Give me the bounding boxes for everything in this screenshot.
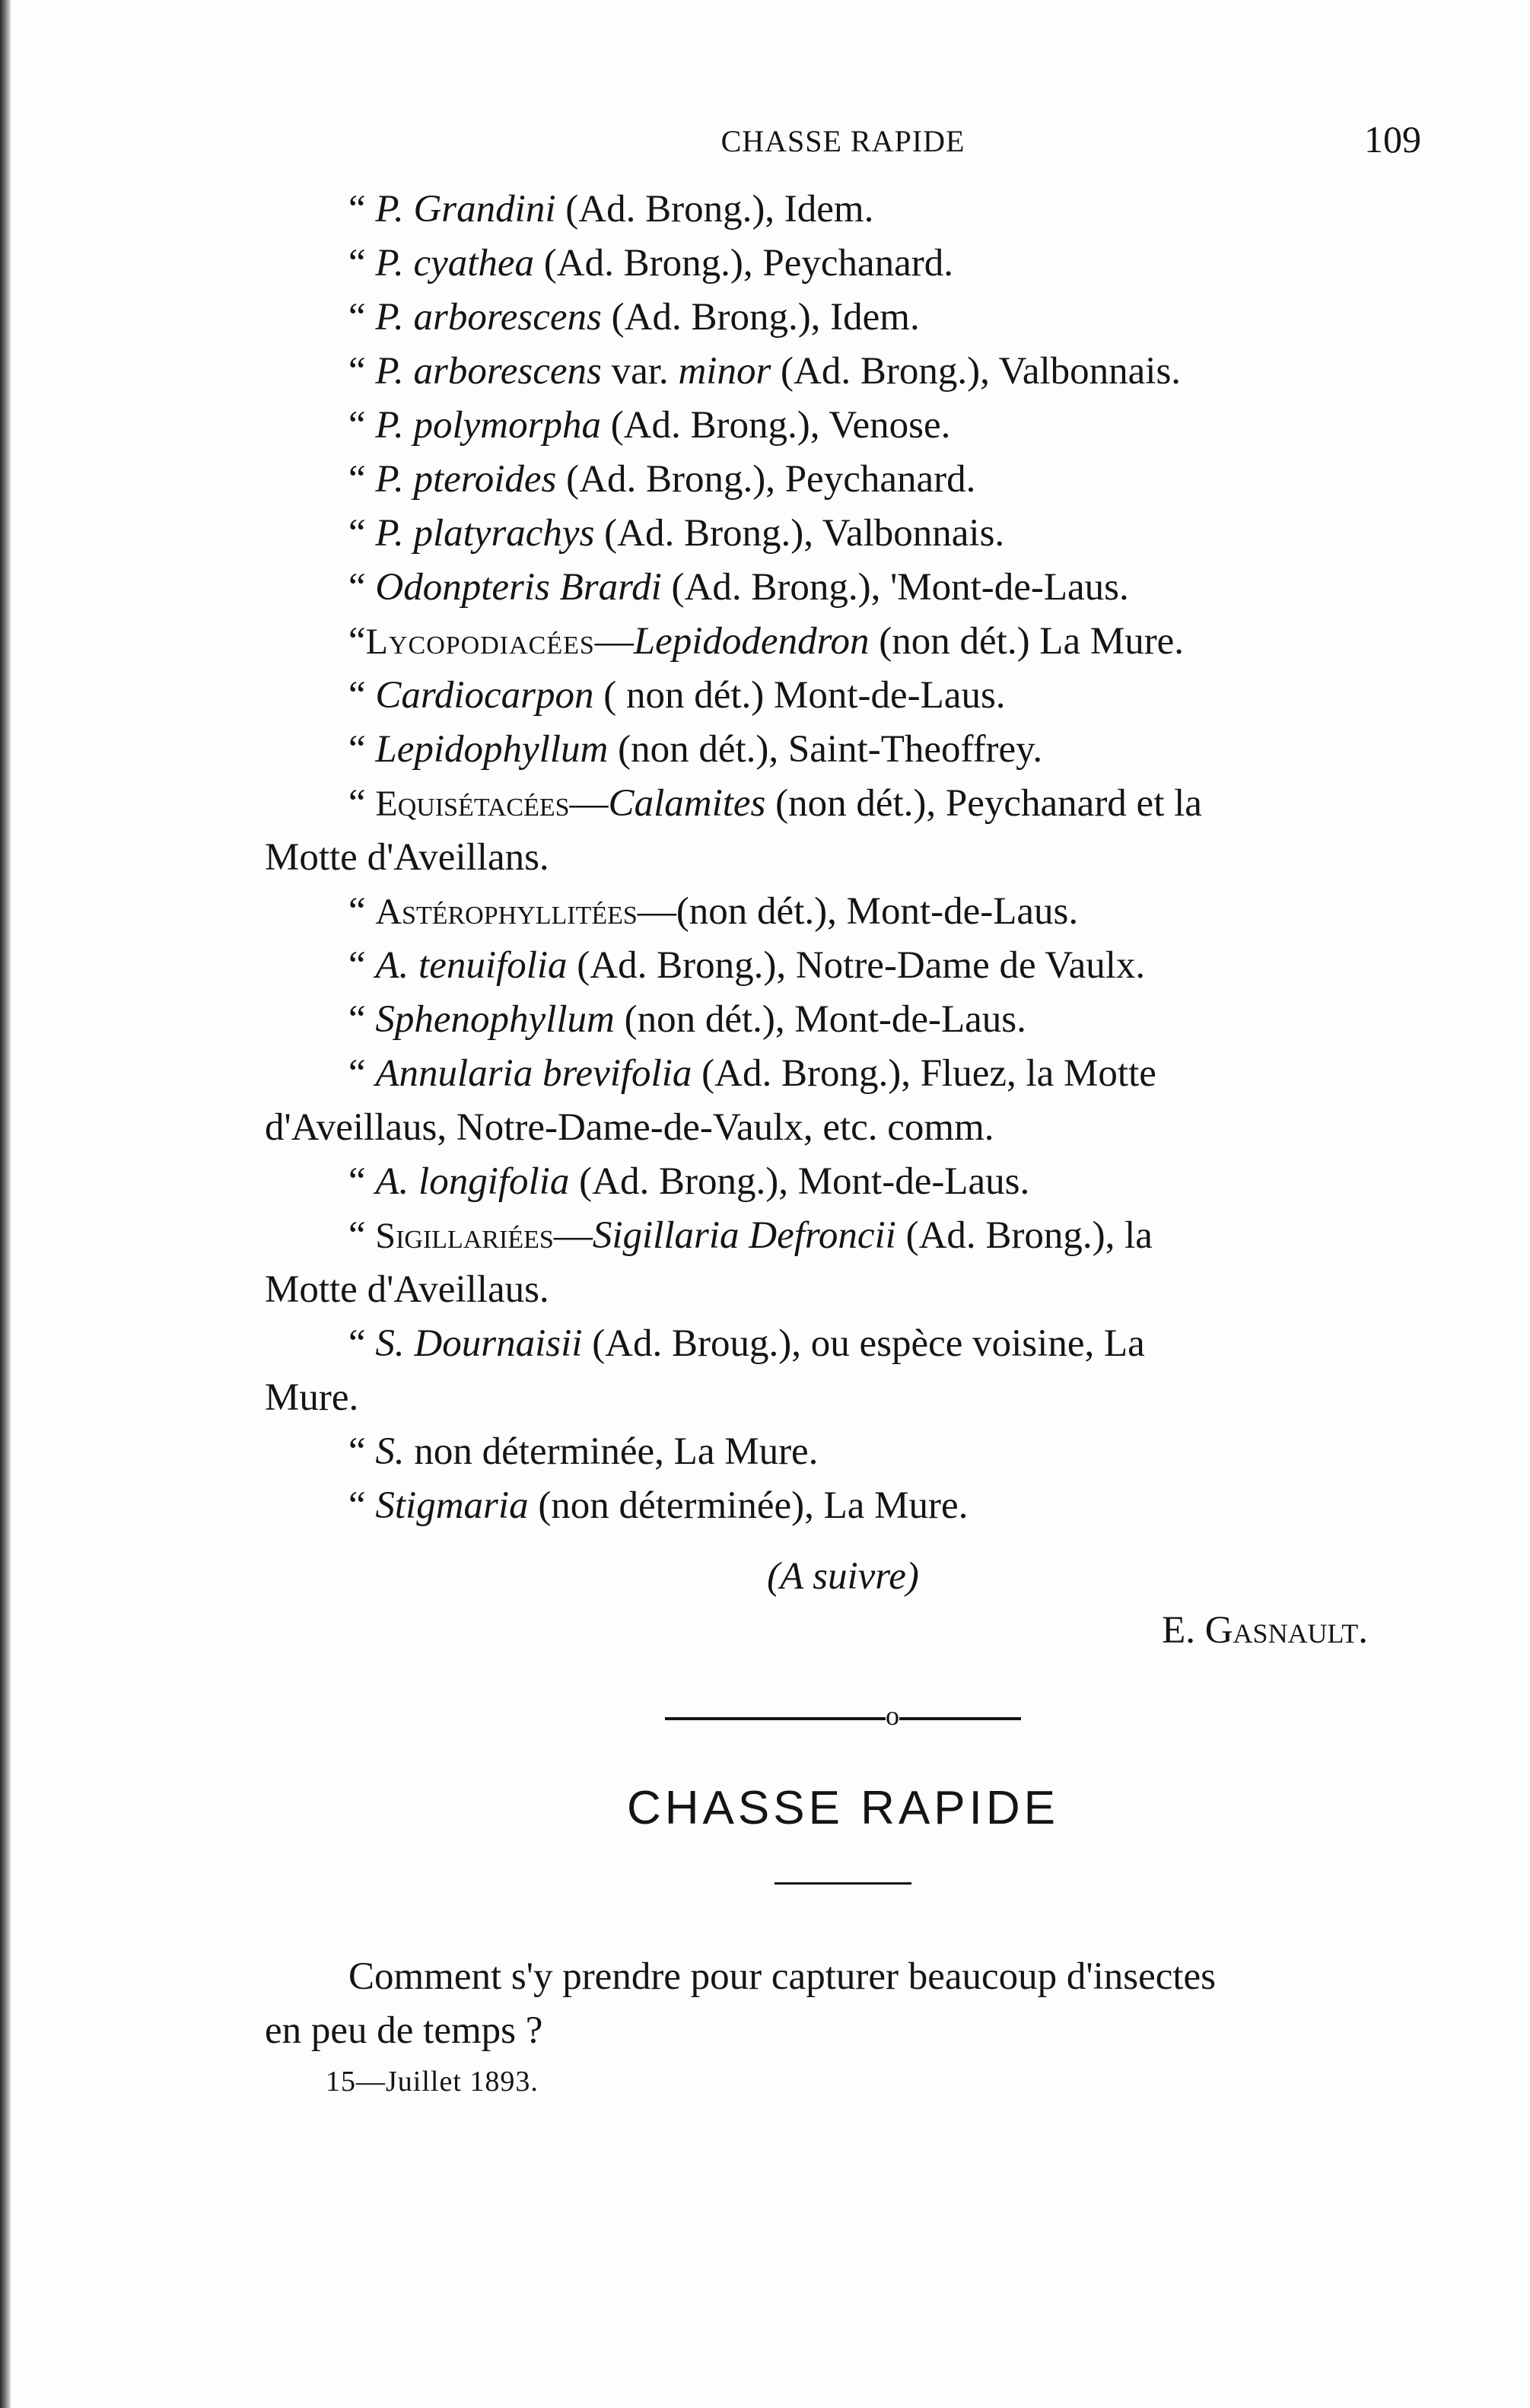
- page: [265, 114, 1421, 2105]
- list-item: “ P. platyrachys (Ad. Brong.), Valbonnais.: [348, 512, 1005, 555]
- list-item: “ P. arborescens (Ad. Brong.), Idem.: [348, 296, 920, 339]
- list-item: “ P. arborescens var. minor (Ad. Brong.), Valbonnais.: [348, 350, 1182, 393]
- paragraph-line: en peu de temps ?: [265, 2009, 543, 2052]
- list-item: “ A. longifolia (Ad. Brong.), Mont-de-Laus.: [348, 1160, 1030, 1203]
- issue-date: 15—Juillet 1893.: [326, 2066, 539, 2098]
- list-item: “ P. Grandini (Ad. Brong.), Idem.: [348, 188, 874, 231]
- list-item: “ Sphenophyllum (non dét.), Mont-de-Laus.: [348, 998, 1026, 1041]
- list-item-lycopodiacees: “Lycopodiacées—Lepidodendron (non dét.) La Mure.: [348, 620, 1185, 663]
- running-header: [265, 114, 1421, 183]
- list-item: “ Cardiocarpon ( non dét.) Mont-de-Laus.: [348, 674, 1006, 717]
- list-item-dournaisii: “ S. Dournaisii (Ad. Broug.), ou espèce voisine, La: [348, 1322, 1145, 1365]
- list-item: “ P. pteroides (Ad. Brong.), Peychanard.: [348, 458, 976, 501]
- list-item: “ Stigmaria (non déterminée), La Mure.: [348, 1484, 969, 1527]
- scan-binding-edge: [0, 0, 11, 2408]
- list-item-sigillariees: “ Sigillariées—Sigillaria Defroncii (Ad. Brong.), la: [348, 1214, 1153, 1257]
- to-be-continued: (A suivre): [767, 1555, 919, 1598]
- list-item-equisetacees: “ Equisétacées—Calamites (non dét.), Peychanard et la: [348, 782, 1202, 825]
- paragraph: [265, 1950, 1421, 2058]
- list-item-asterophyllitees: “ Astérophyllitées—(non dét.), Mont-de-Laus.: [348, 890, 1079, 933]
- section-title: CHASSE RAPIDE: [626, 1782, 1060, 1834]
- list-item-continuation: Motte d'Aveillans.: [265, 836, 549, 879]
- list-item-continuation: d'Aveillaus, Notre-Dame-de-Vaulx, etc. comm.: [265, 1106, 994, 1149]
- list-item: “ Lepidophyllum (non dét.), Saint-Theoffrey.: [348, 728, 1043, 771]
- running-title: CHASSE RAPIDE: [720, 124, 965, 158]
- list-item: “ A. tenuifolia (Ad. Brong.), Notre-Dame de Vaulx.: [348, 944, 1146, 987]
- list-item: “ S. non déterminée, La Mure.: [348, 1430, 819, 1473]
- list-item-continuation: Mure.: [265, 1376, 359, 1419]
- paragraph-line: Comment s'y prendre pour capturer beaucoup d'insectes: [348, 1955, 1217, 1998]
- list-item: “ P. polymorpha (Ad. Brong.), Venose.: [348, 404, 951, 447]
- author-signature: E. Gasnault.: [1162, 1609, 1368, 1652]
- list-item-annularia: “ Annularia brevifolia (Ad. Brong.), Fluez, la Motte: [348, 1052, 1156, 1095]
- list-item: “ Odonpteris Brardi (Ad. Brong.), 'Mont-de-Laus.: [348, 566, 1129, 609]
- page-number: 109: [1364, 118, 1421, 161]
- list-item-continuation: Motte d'Aveillaus.: [265, 1268, 549, 1311]
- list-item: “ P. cyathea (Ad. Brong.), Peychanard.: [348, 242, 954, 285]
- section-separator: o: [607, 1700, 1079, 1731]
- title-rule: [775, 1882, 911, 1885]
